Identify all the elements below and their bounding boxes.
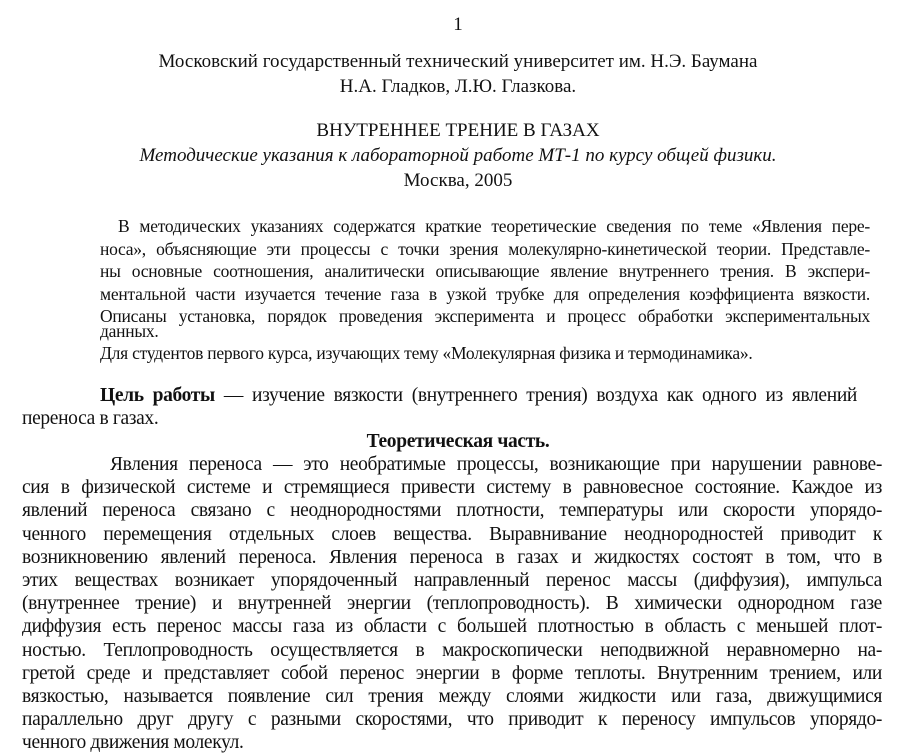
abstract-line: носа», объясняющие эти процессы с точки зрения молекулярно-кинетической теории. Представле- (100, 239, 870, 259)
theory-line: сия в физической системе и стремящиеся привести систему в равновесное состояние. Каждое из (22, 477, 882, 499)
theory-line: (внутреннее трение) и внутренней энергии (теплопроводность). В химически однородном газе (22, 593, 882, 615)
theory-line: параллельно друг другу с разными скоростями, что приводит к переносу импульсов упорядо- (22, 709, 882, 731)
place-year: Москва, 2005 (403, 170, 513, 191)
authors: Н.А. Гладков, Л.Ю. Глазкова. (339, 76, 577, 97)
theory-line: ченного перемещения отдельных слоев вещества. Выравнивание неоднородностей приводит к (22, 523, 882, 545)
abstract-line: данных. (100, 321, 159, 341)
theory-line: явлений переноса связано с неоднородностями плотности, температуры или скорости упорядо- (22, 500, 882, 522)
institution: Московский государственный технический университет им. Н.Э. Баумана (158, 51, 758, 72)
theory-line: гретой среде и представляет собой перенос энергии в форме теплоты. Внутренним трением, или (22, 662, 882, 684)
theory-line: возникновению явлений переноса. Явления переноса в газах и жидкостях состоят в том, что в (22, 546, 882, 568)
abstract-line: ны основные соотношения, аналитически описывающие явление внутреннего трения. В экспери- (100, 261, 870, 281)
goal-label: Цель работы (100, 385, 215, 406)
theory-line: ностью. Теплопроводность осуществляется в макроскопически неподвижной неравномерно на- (22, 639, 882, 661)
goal-line-2: переноса в газах. (22, 408, 159, 429)
theory-line: Явления переноса — это необратимые процессы, возникающие при нарушении равнове- (110, 454, 882, 475)
document-subtitle: Методические указания к лабораторной работе МТ-1 по курсу общей физики. (139, 145, 777, 166)
document-title: ВНУТРЕННЕЕ ТРЕНИЕ В ГАЗАХ (316, 120, 600, 141)
abstract-line: Описаны установка, порядок проведения эксперимента и процесс обработки экспериментальных (100, 306, 870, 326)
abstract-line: Для студентов первого курса, изучающих тему «Молекулярная физика и термодинамика». (100, 343, 753, 363)
abstract-line: В методических указаниях содержатся краткие теоретические сведения по теме «Явления пере- (118, 216, 870, 236)
goal-line (100, 385, 857, 407)
page-number: 1 (453, 14, 463, 35)
goal-text: — изучение вязкости (внутреннего трения) воздуха как одного из явлений (214, 385, 857, 406)
theory-line: этих веществах возникает упорядоченный направленный перенос массы (диффузия), импульса (22, 570, 882, 591)
theory-line: ченного движения молекул. (22, 732, 244, 754)
abstract-line: ментальной части изучается течение газа в узкой трубке для определения коэффициента вязкости. (100, 284, 870, 304)
theory-line: вязкостью, называется появление сил трения между слоями жидкости или газа, движущимися (22, 686, 882, 707)
theory-line: диффузия есть перенос массы газа из области с большей плотностью в область с меньшей плот- (22, 616, 882, 638)
theory-heading: Теоретическая часть. (366, 431, 550, 452)
